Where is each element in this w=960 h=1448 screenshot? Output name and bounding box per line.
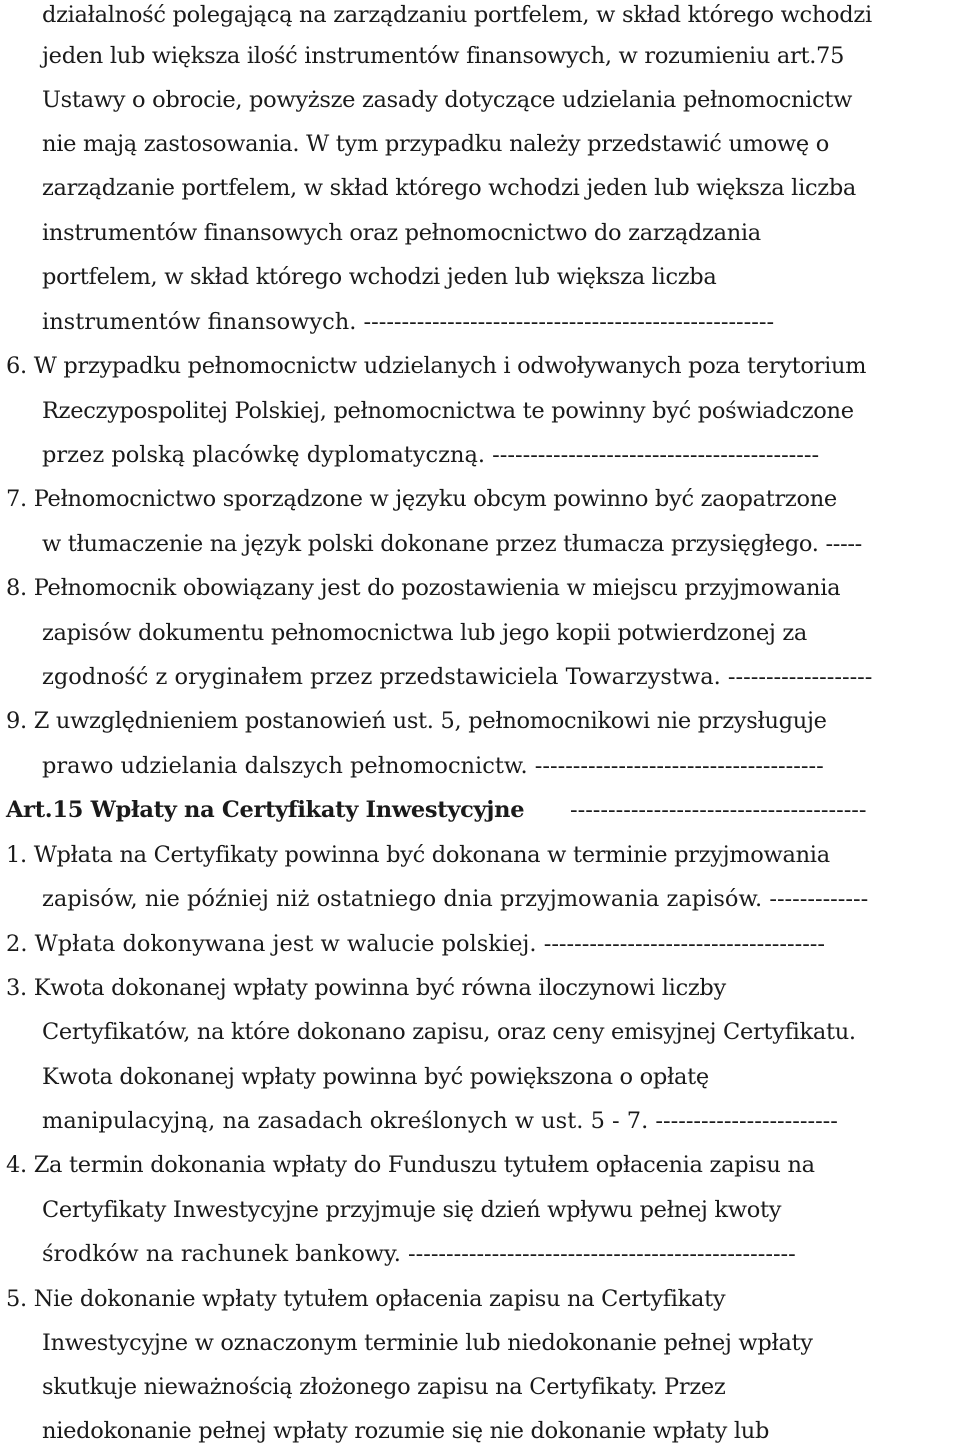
text-line: Certyfikatów, na które dokonano zapisu, oraz ceny emisyjnej Certyfikatu. — [42, 1019, 856, 1045]
paragraph-8-line: 8. Pełnomocnik obowiązany jest do pozostawienia w miejscu przyjmowania — [6, 575, 841, 601]
paragraph-6-line: 6. W przypadku pełnomocnictw udzielanych i odwoływanych poza terytorium — [6, 353, 867, 379]
text-line: w tłumaczenie na język polski dokonane przez tłumacza przysięgłego. ----- — [42, 531, 862, 557]
text-line: Kwota dokonanej wpłaty powinna być powiększona o opłatę — [42, 1064, 709, 1090]
paragraph-9-line: 9. Z uwzględnieniem postanowień ust. 5, pełnomocnikowi nie przysługuje — [6, 708, 827, 734]
text-line: środków na rachunek bankowy. --------------------------------------------------- — [42, 1241, 796, 1267]
heading-dash-filler: --------------------------------------- — [570, 797, 867, 823]
text-line: Ustawy o obrocie, powyższe zasady dotyczące udzielania pełnomocnictw — [42, 87, 853, 113]
paragraph-7-line: 7. Pełnomocnictwo sporządzone w języku obcym powinno być zaopatrzone — [6, 486, 837, 512]
text-line: nie mają zastosowania. W tym przypadku należy przedstawić umowę o — [42, 131, 829, 157]
text-line: przez polską placówkę dyplomatyczną. ------------------------------------------- — [42, 442, 820, 468]
paragraph-3-line: 3. Kwota dokonanej wpłaty powinna być równa iloczynowi liczby — [6, 975, 726, 1001]
text-line: jeden lub większa ilość instrumentów finansowych, w rozumieniu art.75 — [42, 43, 845, 69]
text-line: manipulacyjną, na zasadach określonych w ust. 5 - 7. ------------------------ — [42, 1108, 838, 1134]
text-line: instrumentów finansowych oraz pełnomocnictwo do zarządzania — [42, 220, 761, 246]
text-line: Inwestycyjne w oznaczonym terminie lub niedokonanie pełnej wpłaty — [42, 1330, 813, 1356]
text-line: działalność polegającą na zarządzaniu portfelem, w skład którego wchodzi — [42, 2, 872, 28]
text-line: Rzeczypospolitej Polskiej, pełnomocnictwa te powinny być poświadczone — [42, 398, 854, 424]
text-line: zarządzanie portfelem, w skład którego wchodzi jeden lub większa liczba — [42, 175, 857, 201]
text-line: portfelem, w skład którego wchodzi jeden lub większa liczba — [42, 264, 717, 290]
text-line: Certyfikaty Inwestycyjne przyjmuje się dzień wpływu pełnej kwoty — [42, 1197, 782, 1223]
text-line: skutkuje nieważnością złożonego zapisu na Certyfikaty. Przez — [42, 1374, 726, 1400]
text-line: zapisów dokumentu pełnomocnictwa lub jego kopii potwierdzonej za — [42, 620, 808, 646]
text-line: instrumentów finansowych. ------------------------------------------------------ — [42, 309, 775, 335]
paragraph-5-line: 5. Nie dokonanie wpłaty tytułem opłacenia zapisu na Certyfikaty — [6, 1286, 726, 1312]
text-line: zgodność z oryginałem przez przedstawiciela Towarzystwa. ------------------- — [42, 664, 873, 690]
text-line: zapisów, nie później niż ostatniego dnia przyjmowania zapisów. ------------- — [42, 886, 869, 912]
text-line: prawo udzielania dalszych pełnomocnictw. -------------------------------------- — [42, 753, 824, 779]
text-line: niedokonanie pełnej wpłaty rozumie się nie dokonanie wpłaty lub — [42, 1418, 770, 1444]
article-heading: Art.15 Wpłaty na Certyfikaty Inwestycyjne — [6, 797, 525, 823]
paragraph-2-line: 2. Wpłata dokonywana jest w walucie polskiej. ------------------------------------- — [6, 931, 826, 957]
paragraph-4-line: 4. Za termin dokonania wpłaty do Funduszu tytułem opłacenia zapisu na — [6, 1152, 815, 1178]
paragraph-1-line: 1. Wpłata na Certyfikaty powinna być dokonana w terminie przyjmowania — [6, 842, 830, 868]
